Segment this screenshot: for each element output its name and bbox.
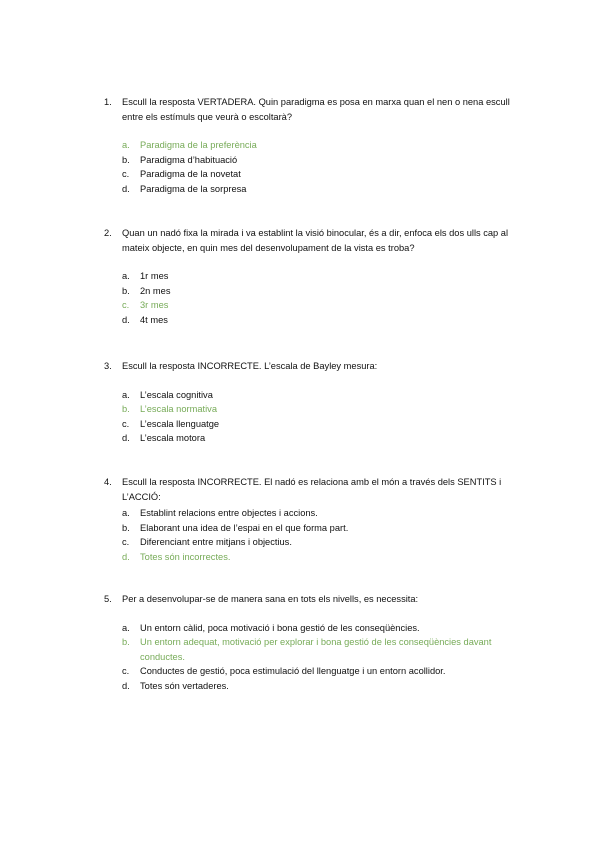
option-letter: c. bbox=[122, 169, 130, 180]
option-text: L’escala motora bbox=[140, 433, 206, 444]
answer-options bbox=[122, 269, 524, 327]
option-letter: b. bbox=[122, 637, 130, 648]
option-letter: b. bbox=[122, 154, 130, 165]
question-text: Escull la resposta INCORRECTE. El nadó es relaciona amb el món a través dels SENTITS i L’ACCIÓ: bbox=[122, 477, 502, 502]
option-text: Totes són vertaderes. bbox=[140, 680, 229, 691]
option-text: 3r mes bbox=[140, 300, 169, 311]
answer-option-b bbox=[122, 402, 524, 417]
option-text: Un entorn càlid, poca motivació i bona gestió de les conseqüències. bbox=[140, 622, 420, 633]
answer-option-a bbox=[122, 269, 524, 284]
option-text: L’escala normativa bbox=[140, 404, 217, 415]
answer-option-b bbox=[122, 635, 524, 664]
option-letter: a. bbox=[122, 622, 130, 633]
option-letter: d. bbox=[122, 433, 130, 444]
option-text: 2n mes bbox=[140, 285, 171, 296]
question-text: Escull la resposta VERTADERA. Quin paradigma es posa en marxa quan el nen o nena escull entre els estímuls que veurà o escoltarà? bbox=[122, 97, 510, 122]
option-text: Establint relacions entre objectes i accions. bbox=[140, 508, 318, 519]
answer-option-b bbox=[122, 521, 524, 536]
question-3 bbox=[104, 359, 524, 446]
answer-option-d bbox=[122, 182, 524, 197]
option-letter: d. bbox=[122, 314, 130, 325]
answer-option-b bbox=[122, 153, 524, 168]
question-text: Per a desenvolupar-se de manera sana en tots els nivells, es necessita: bbox=[122, 594, 419, 604]
option-letter: c. bbox=[122, 537, 130, 548]
question-number: 5. bbox=[104, 594, 112, 604]
answer-option-d bbox=[122, 550, 524, 565]
option-letter: c. bbox=[122, 418, 130, 429]
option-letter: a. bbox=[122, 508, 130, 519]
answer-option-c bbox=[122, 664, 524, 679]
answer-option-d bbox=[122, 679, 524, 694]
option-text: Totes són incorrectes. bbox=[140, 551, 231, 562]
option-text: Elaborant una idea de l’espai en el que forma part. bbox=[140, 522, 349, 533]
answer-option-d bbox=[122, 431, 524, 446]
option-letter: c. bbox=[122, 666, 130, 677]
option-letter: d. bbox=[122, 551, 130, 562]
option-letter: b. bbox=[122, 404, 130, 415]
answer-option-a bbox=[122, 506, 524, 521]
option-letter: a. bbox=[122, 140, 130, 151]
option-text: Paradigma de la novetat bbox=[140, 169, 241, 180]
question-number: 2. bbox=[104, 228, 112, 238]
question-number: 3. bbox=[104, 361, 112, 371]
option-text: Diferenciant entre mitjans i objectius. bbox=[140, 537, 292, 548]
answer-option-c bbox=[122, 167, 524, 182]
option-text: Conductes de gestió, poca estimulació del llenguatge i un entorn acollidor. bbox=[140, 666, 446, 677]
option-letter: b. bbox=[122, 285, 130, 296]
option-text: L’escala cognitiva bbox=[140, 389, 213, 400]
question-2 bbox=[104, 226, 524, 328]
option-text: 1r mes bbox=[140, 271, 169, 282]
answer-options bbox=[122, 621, 524, 694]
option-letter: d. bbox=[122, 680, 130, 691]
answer-options bbox=[122, 506, 524, 564]
answer-option-c bbox=[122, 298, 524, 313]
question-text: Quan un nadó fixa la mirada i va establint la visió binocular, és a dir, enfoca els dos ulls cap al mateix objecte, en quin mes del desenvolupament de la vista es troba? bbox=[122, 228, 509, 253]
option-letter: c. bbox=[122, 300, 130, 311]
option-letter: a. bbox=[122, 271, 130, 282]
answer-option-c bbox=[122, 417, 524, 432]
answer-option-b bbox=[122, 284, 524, 299]
answer-option-d bbox=[122, 313, 524, 328]
option-letter: a. bbox=[122, 389, 130, 400]
answer-option-a bbox=[122, 138, 524, 153]
answer-option-a bbox=[122, 621, 524, 636]
option-text: Paradigma de la preferència bbox=[140, 140, 257, 151]
option-text: Un entorn adequat, motivació per explorar i bona gestió de les conseqüències davant conductes. bbox=[140, 637, 492, 662]
option-text: L’escala llenguatge bbox=[140, 418, 220, 429]
option-letter: d. bbox=[122, 183, 130, 194]
option-letter: b. bbox=[122, 522, 130, 533]
question-text: Escull la resposta INCORRECTE. L’escala de Bayley mesura: bbox=[122, 361, 378, 371]
question-5 bbox=[104, 592, 524, 694]
option-text: Paradigma d’habituació bbox=[140, 154, 238, 165]
question-4 bbox=[104, 475, 524, 565]
question-number: 1. bbox=[104, 97, 112, 107]
question-number: 4. bbox=[104, 477, 112, 487]
answer-option-a bbox=[122, 388, 524, 403]
question-1 bbox=[104, 95, 524, 197]
answer-options bbox=[122, 138, 524, 196]
option-text: Paradigma de la sorpresa bbox=[140, 183, 247, 194]
answer-options bbox=[122, 388, 524, 446]
answer-option-c bbox=[122, 535, 524, 550]
option-text: 4t mes bbox=[140, 314, 168, 325]
